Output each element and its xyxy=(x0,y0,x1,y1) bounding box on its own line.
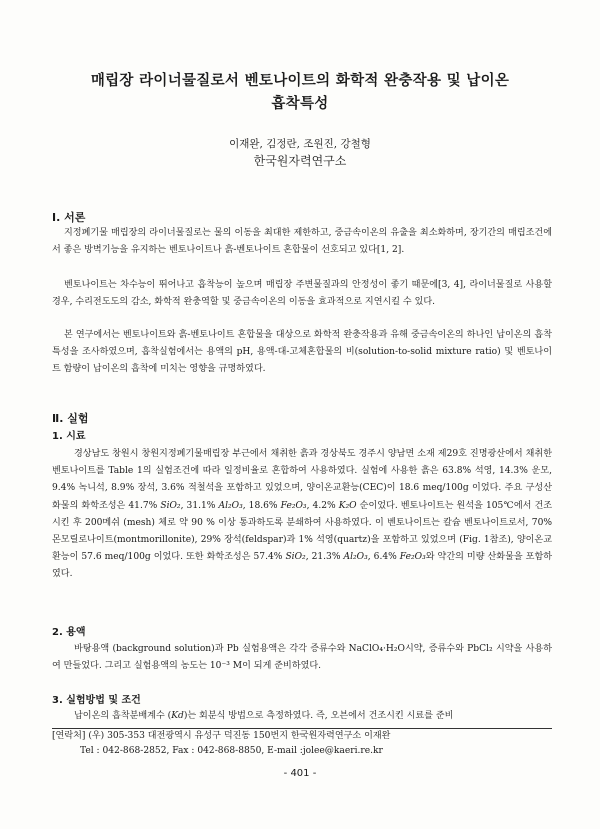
intro-paragraph-2: 벤토나이트는 차수능이 뛰어나고 흡착능이 높으며 매립장 주변물질과의 안정성이 좋기 때문에[3, 4], 라이너물질로 사용할 경우, 수리전도도의 감소, 화학적 완충역할 및 중금속이온의 이동을 효과적으로 지연시킬 수 있다. xyxy=(52,280,552,308)
section-heading-introduction: Ⅰ. 서론 xyxy=(52,211,86,224)
subsection-heading-methods: 3. 실험방법 및 조건 xyxy=(52,695,141,706)
contact-address: [연락처] (우) 305-353 대전광역시 유성구 덕진동 150번지 한국원자력연구소 이재완 xyxy=(52,731,391,741)
formula-sio2: SiO₂ xyxy=(160,500,181,511)
title-line-2: 흡착특성 xyxy=(271,96,329,112)
formula-al2o3: Al₂O₃ xyxy=(343,552,368,563)
intro-paragraph-3: 본 연구에서는 벤토나이트와 흙-벤토나이트 혼합물을 대상으로 화학적 완충작용과 유해 중금속이온의 하나인 납이온의 흡착특성을 조사하였으며, 흡착실험에서는 용액의 pH, 용액-대-고체혼합물의 비(solution-to-solid mixture ratio) 및 벤토나이트 함량이 납이온의 흡착에 미치는 영향을 규명하였다. xyxy=(52,330,552,375)
formula-al2o3: Al₂O₃ xyxy=(218,500,243,511)
methods-paragraph: 납이온의 흡착분배계수 (Kd)는 회분식 방법으로 측정하였다. 즉, 오븐에서 건조시킨 시료를 준비 xyxy=(74,711,454,721)
paper-title xyxy=(40,70,560,116)
formula-sio2: SiO₂ xyxy=(285,552,306,563)
title-line-1: 매립장 라이너물질로서 벤토나이트의 화학적 완충작용 및 납이온 xyxy=(90,73,510,89)
subsection-heading-samples: 1. 시료 xyxy=(52,431,86,442)
affiliation: 한국원자력연구소 xyxy=(253,154,347,168)
author-list: 이재완, 김정란, 조원진, 강철형 xyxy=(229,138,371,150)
intro-paragraph-1: 지정폐기물 매립장의 라이너물질로는 물의 이동을 최대한 제한하고, 중금속이온의 유출을 최소화하며, 장기간의 매립조건에서 좋은 방벽기능을 유지하는 벤토나이트나 흙-벤토나이트 혼합물이 선호되고 있다[1, 2]. xyxy=(52,228,552,256)
page-number: - 401 - xyxy=(283,768,317,779)
contact-tel-fax-email: Tel : 042-868-2852, Fax : 042-868-8850, E-mail :jolee@kaeri.re.kr xyxy=(80,746,383,756)
symbol-kd: Kd xyxy=(171,711,184,721)
formula-fe2o3: Fe₂O₃ xyxy=(280,500,307,511)
solutions-paragraph: 바탕용액 (background solution)과 Pb 실험용액은 각각 증류수와 NaClO₄·H₂O시약, 증류수와 PbCl₂ 시약을 사용하여 만들었다. 그리고 실험용액의 농도는 10⁻³ M이 되게 준비하였다. xyxy=(52,644,552,672)
formula-fe2o3: Fe₂O₃ xyxy=(399,552,426,563)
section-heading-experiment: Ⅱ. 실험 xyxy=(52,412,89,425)
samples-paragraph: 경상남도 창원시 창원지정폐기물매립장 부근에서 채취한 흙과 경상북도 경주시 양남면 소재 제29호 진명광산에서 채취한 벤토나이트를 Table 1의 실험조건에 따라 일정비율로 혼합하여 사용하였다. 실험에 사용한 흙은 63.8% 석영, 14.3% 운모, 9.4% 녹니석, 8.9% 장석, 3.6% 적철석을 포함하고 있었으며, 양이온교환능(CEC)이 18.6 meq/100g 이었다. 주요 구성산화물의 화학조성은 41.7% SiO₂, 31.1% Al₂O₃, 18.6% Fe₂O₃, 4.2% K₂O 순이었다. 벤토나이트는 원석을 105℃에서 건조시킨 후 200메쉬 (mesh) 체로 약 90 % 이상 통과하도록 분쇄하여 사용하였다. 이 벤토나이트는 칼슘 벤토나이트로서, 70% 몬모릴로나이트(montmorillonite), 29% 장석(feldspar)과 1% 석영(quartz)을 포함하고 있었으며 (Fig. 1참조), 양이온교환능이 57.6 meq/100g 이었다. 또한 화학조성은 57.4% SiO₂, 21.3% Al₂O₃, 6.4% Fe₂O₃와 약간의 미량 산화물을 포함하였다. xyxy=(52,449,553,580)
formula-k2o: K₂O xyxy=(338,500,357,511)
subsection-heading-solutions: 2. 용액 xyxy=(52,627,86,638)
